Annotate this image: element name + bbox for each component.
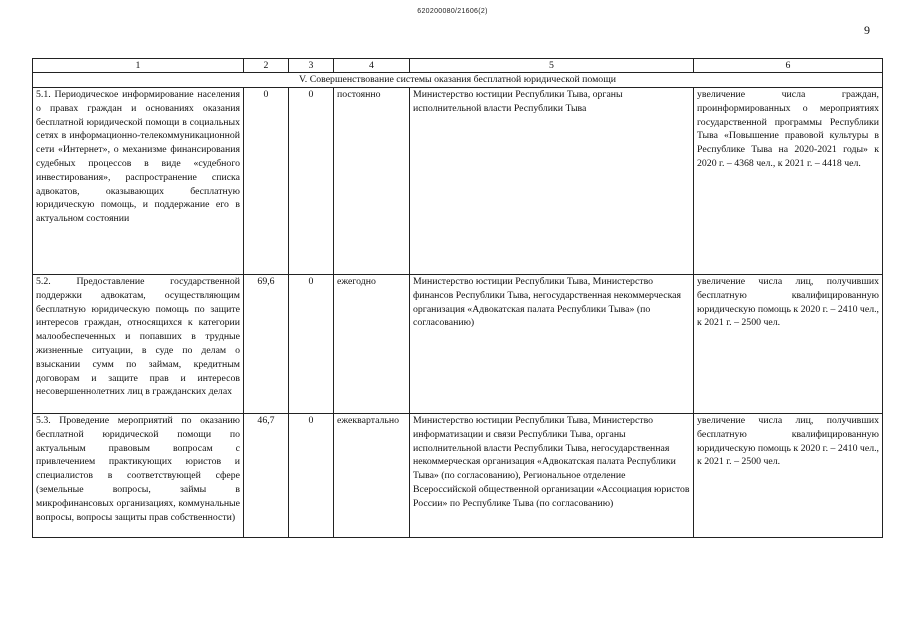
executors-cell: Министерство юстиции Республики Тыва, органы исполнительной власти Республики Тыва: [410, 88, 694, 275]
funding-cell: 0: [289, 275, 334, 414]
column-number: 3: [289, 59, 334, 73]
executors-cell: Министерство юстиции Республики Тыва, Министерство финансов Республики Тыва, негосударственная некоммерческая организация «Адвокатская палата Республики Тыва» (по согласованию): [410, 275, 694, 414]
funding-cell: 0: [289, 88, 334, 275]
section-heading: V. Совершенствование системы оказания бесплатной юридической помощи: [33, 73, 883, 88]
table-row: [33, 275, 883, 414]
result-cell: увеличение числа лиц, получивших бесплатную квалифицированную юридическую помощь к 2020 г. – 2410 чел., к 2021 г. – 2500 чел.: [694, 414, 883, 538]
activity-cell: 5.3. Проведение мероприятий по оказанию бесплатной юридической помощи по актуальным правовым вопросам с привлечением практикующих юристов и специалистов в соответствующей сфере (земельные вопросы, займы в микрофинансовых организациях, коммунальные вопросы, вопросы защиты прав собственности): [33, 414, 244, 538]
funding-cell: 0: [244, 88, 289, 275]
activity-cell: 5.1. Периодическое информирование населения о правах граждан и основаниях оказания бесплатной юридической помощи в социальных сетях в информационно-телекоммуникационной сети «Интернет», о механизме финансирования судебных процессов в виде «судебного инвестирования», распространение списка адвокатов, оказывающих бесплатную юридическую помощь, и поддержание его в актуальном состоянии: [33, 88, 244, 275]
executors-cell: Министерство юстиции Республики Тыва, Министерство информатизации и связи Республики Тыва, органы исполнительной власти Республики Тыва, негосударственная некоммерческая организация «Адвокатская палата Республики Тыва» (по согласованию), Региональное отделение Всероссийской общественной организации «Ассоциация юристов России» по Республике Тыва (по согласованию): [410, 414, 694, 538]
period-cell: постоянно: [334, 88, 410, 275]
column-number-row: [33, 59, 883, 73]
page-number: 9: [864, 23, 870, 37]
column-number: 4: [334, 59, 410, 73]
activities-table: [32, 58, 883, 538]
column-number: 2: [244, 59, 289, 73]
column-number: 6: [694, 59, 883, 73]
activity-cell: 5.2. Предоставление государственной поддержки адвокатам, осуществляющим бесплатную юридическую помощь по защите интересов граждан, относящихся к категории малообеспеченных и попавших в трудные жизненные ситуации, в суде по делам о взыскании сумм по займам, кредитным договорам и защите прав и интересов несовершеннолетних лиц в гражданских делах: [33, 275, 244, 414]
result-cell: увеличение числа граждан, проинформированных о мероприятиях государственной программы Республики Тыва «Повышение правовой культуры в Республике Тыва на 2020-2021 годы» к 2020 г. – 4368 чел., к 2021 г. – 4418 чел.: [694, 88, 883, 275]
period-cell: ежегодно: [334, 275, 410, 414]
funding-cell: 69,6: [244, 275, 289, 414]
result-cell: увеличение числа лиц, получивших бесплатную квалифицированную юридическую помощь к 2020 г. – 2410 чел., к 2021 г. – 2500 чел.: [694, 275, 883, 414]
table-row: [33, 414, 883, 538]
section-heading-row: [33, 73, 883, 88]
document-code: 620200080/21606(2): [417, 8, 488, 15]
period-cell: ежеквартально: [334, 414, 410, 538]
table-row: [33, 88, 883, 275]
column-number: 5: [410, 59, 694, 73]
funding-cell: 46,7: [244, 414, 289, 538]
column-number: 1: [33, 59, 244, 73]
funding-cell: 0: [289, 414, 334, 538]
